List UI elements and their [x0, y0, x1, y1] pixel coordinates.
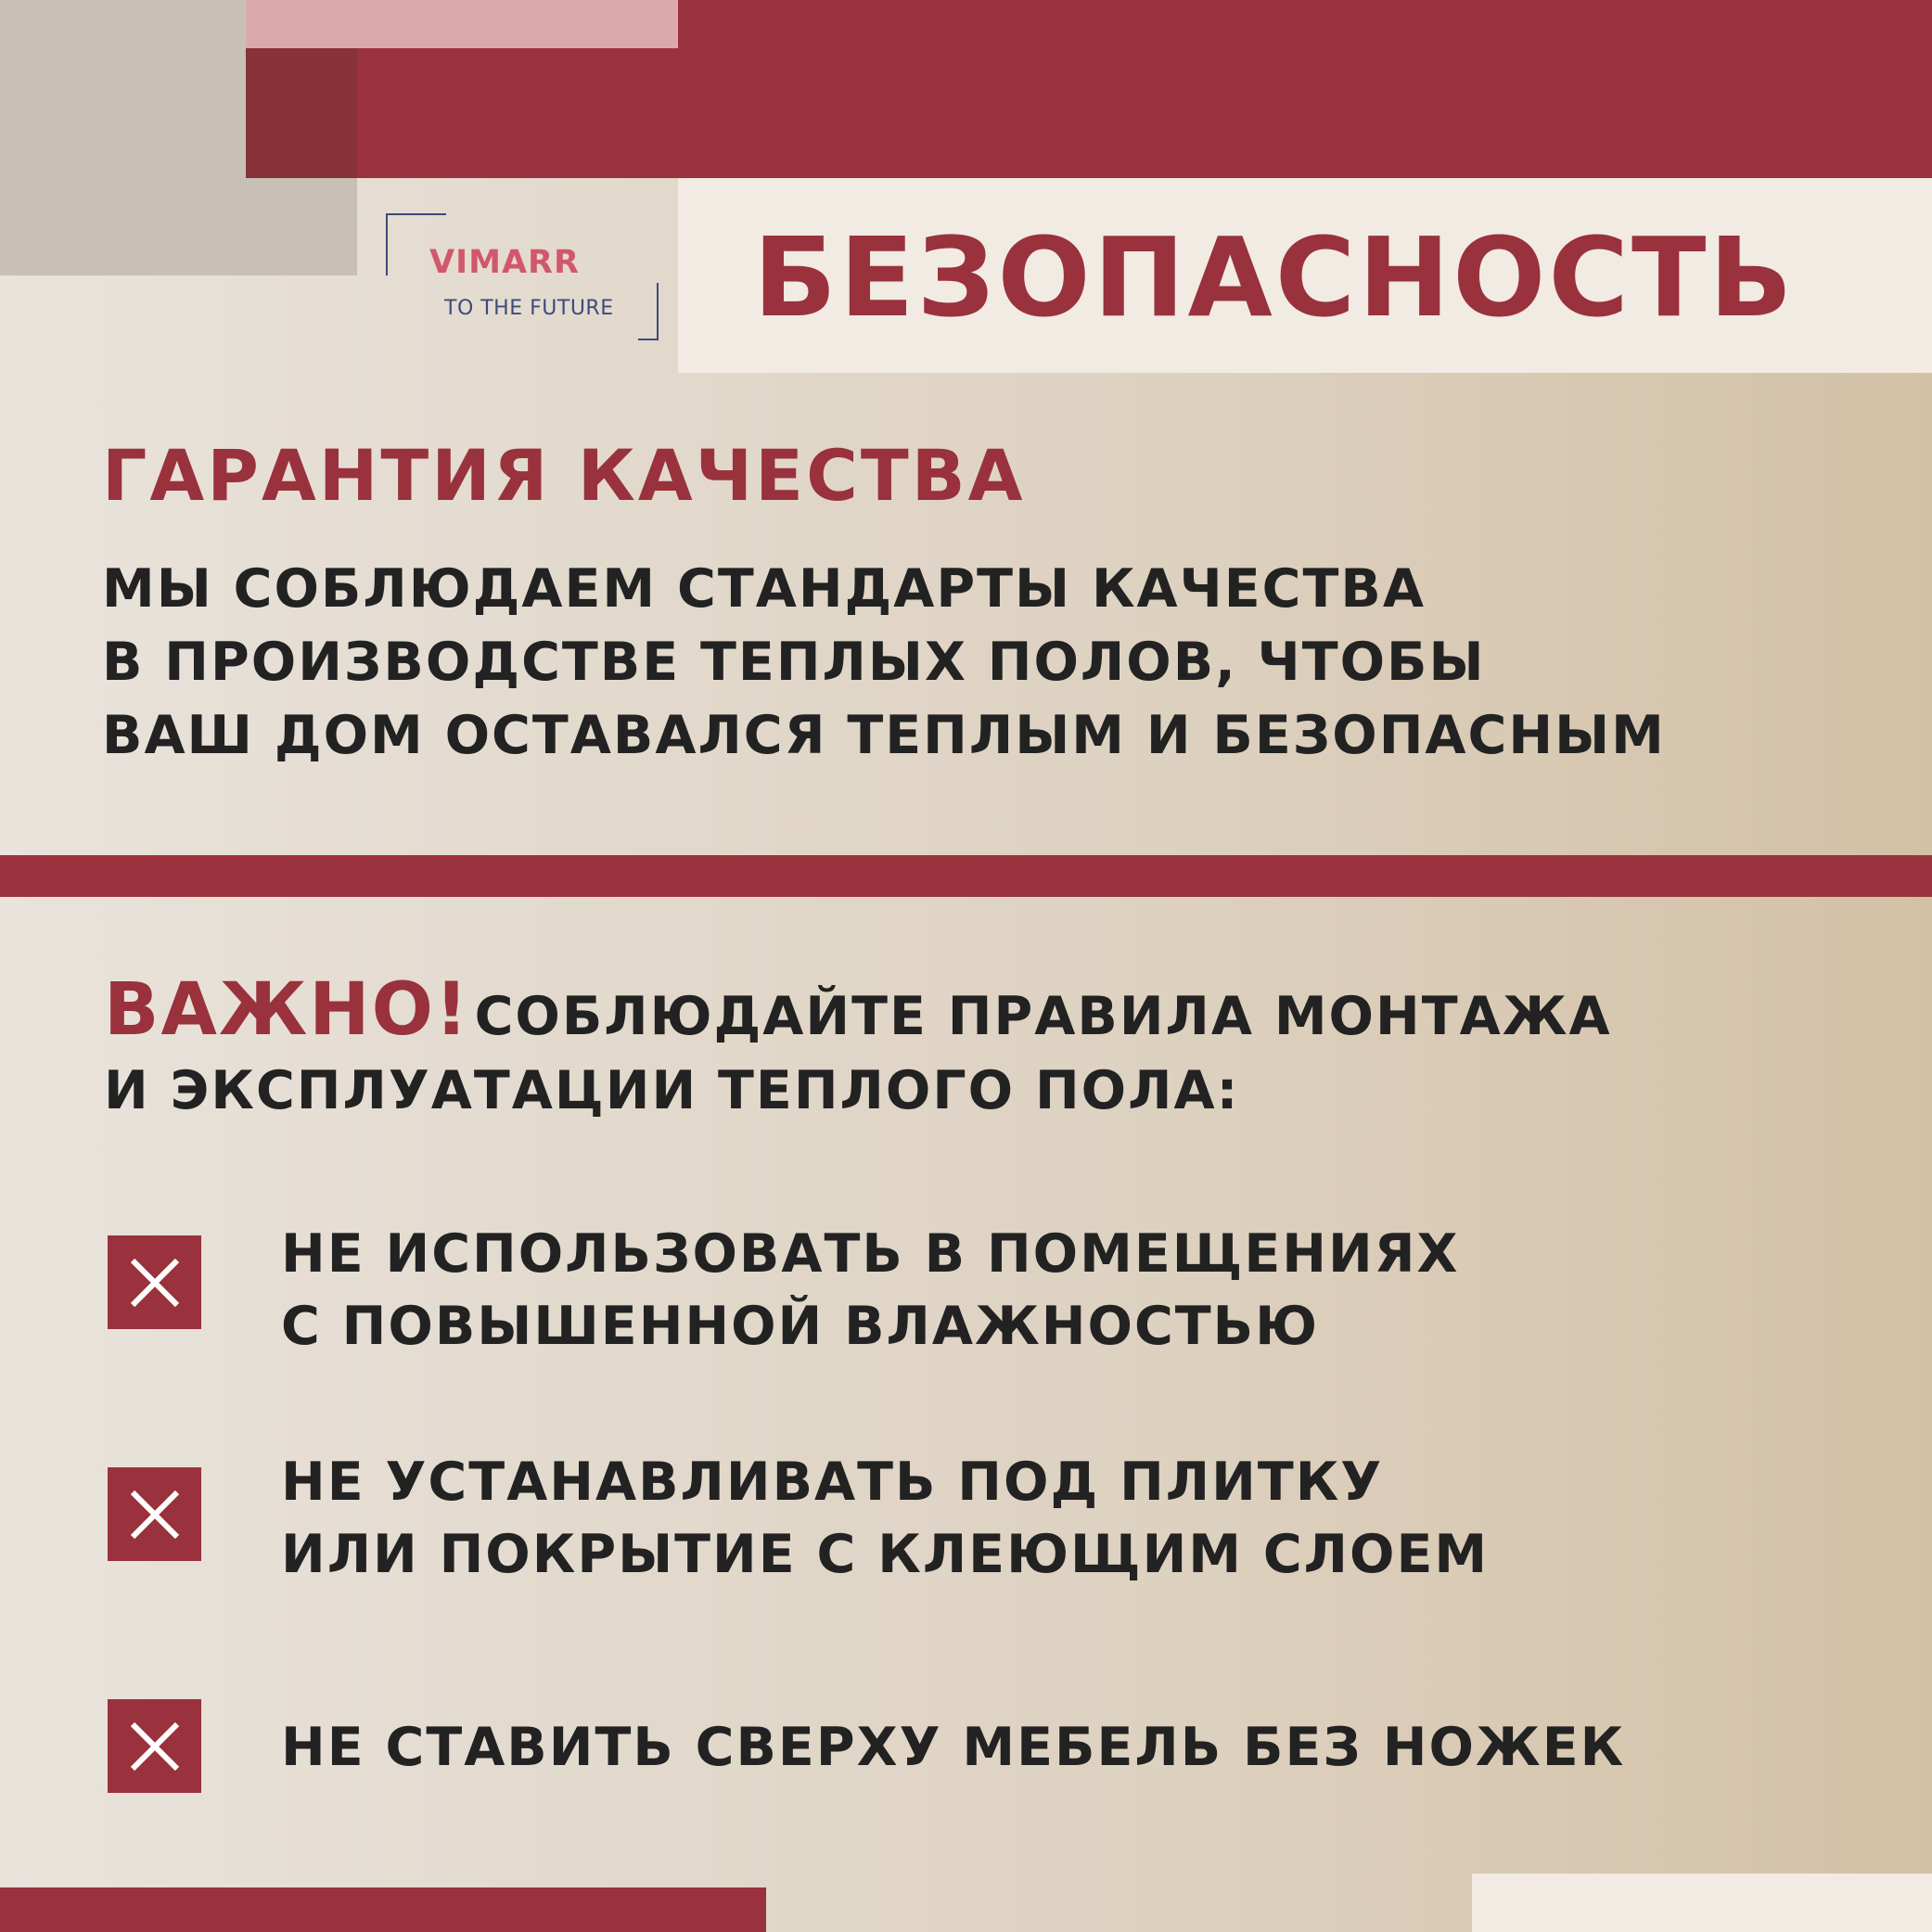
cross-icon — [108, 1235, 201, 1329]
important-text-line2: И ЭКСПЛУАТАЦИИ ТЕПЛОГО ПОЛА: — [104, 1060, 1240, 1121]
decor-pink-strip — [246, 0, 678, 48]
rule-line: С ПОВЫШЕННОЙ ВЛАЖНОСТЬЮ — [281, 1296, 1320, 1357]
rule-line: НЕ ИСПОЛЬЗОВАТЬ В ПОМЕЩЕНИЯХ — [281, 1223, 1460, 1285]
page-title: БЕЗОПАСНОСТЬ — [753, 213, 1796, 341]
quality-text — [102, 553, 1666, 773]
rule-item — [281, 1218, 1460, 1363]
rule-line: ИЛИ ПОКРЫТИЕ С КЛЕЮЩИМ СЛОЕМ — [281, 1524, 1490, 1585]
rule-item — [281, 1711, 1625, 1784]
brand-tagline: TO THE FUTURE — [444, 297, 614, 320]
important-heading — [104, 968, 1612, 1052]
logo-frame-corner-bottom — [638, 283, 659, 340]
cross-icon — [108, 1699, 201, 1793]
brand-logo: VIMARR — [429, 244, 580, 281]
important-text: СОБЛЮДАЙТЕ ПРАВИЛА МОНТАЖА — [474, 986, 1612, 1047]
quality-line: В ПРОИЗВОДСТВЕ ТЕПЛЫХ ПОЛОВ, ЧТОБЫ — [102, 632, 1486, 693]
decor-bottom-bar — [0, 1887, 766, 1932]
quality-line: ВАШ ДОМ ОСТАВАЛСЯ ТЕПЛЫМ И БЕЗОПАСНЫМ — [102, 705, 1666, 766]
rule-line: НЕ УСТАНАВЛИВАТЬ ПОД ПЛИТКУ — [281, 1452, 1384, 1513]
decor-bottom-panel — [1472, 1874, 1932, 1932]
decor-overlap-block — [246, 48, 357, 178]
logo-frame-corner-top — [386, 213, 406, 275]
cross-icon — [108, 1467, 201, 1561]
quality-line: МЫ СОБЛЮДАЕМ СТАНДАРТЫ КАЧЕСТВА — [102, 558, 1426, 620]
section-divider — [0, 855, 1932, 897]
rule-line: НЕ СТАВИТЬ СВЕРХУ МЕБЕЛЬ БЕЗ НОЖЕК — [281, 1717, 1626, 1778]
important-label: ВАЖНО! — [104, 968, 470, 1052]
rule-item — [281, 1446, 1489, 1591]
quality-heading: ГАРАНТИЯ КАЧЕСТВА — [102, 434, 1026, 517]
